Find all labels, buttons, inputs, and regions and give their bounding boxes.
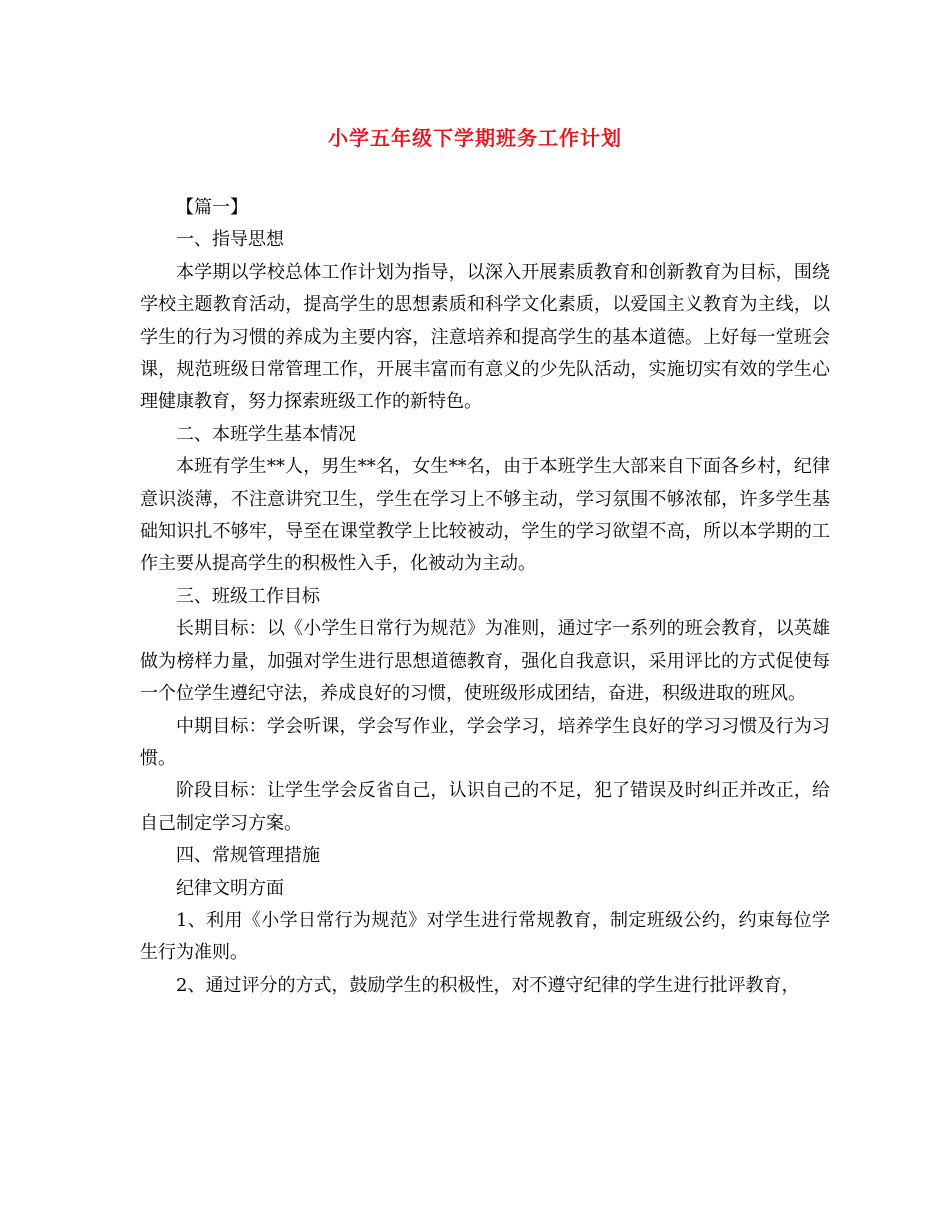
paragraph-class-situation: 本班有学生**人，男生**名，女生**名，由于本班学生大部来自下面各乡村，纪律意识淡薄，不注意讲究卫生，学生在学习上不够主动，学习氛围不够浓郁，许多学生基础知识扎不够牢，导至在课堂教学上比较被动，学生的学习欲望不高，所以本学期的工作主要从提高学生的积极性入手，化被动为主动。 [140,456,830,575]
document-title: 小学五年级下学期班务工作计划 [328,126,622,150]
list-item-2: 2、通过评分的方式，鼓励学生的积极性，对不遵守纪律的学生进行批评教育， [176,974,800,996]
heading-guiding-ideology: 一、指导思想 [176,229,284,251]
paragraph-long-term-goal: 长期目标：以《小学生日常行为规范》为准则，通过字一系列的班会教育，以英雄做为榜样力量，加强对学生进行思想道德教育，强化自我意识，采用评比的方式促使每一个位学生遵纪守法，养成良好的习惯，使班级形成团结，奋进，积级进取的班风。 [140,618,830,705]
heading-class-situation: 二、本班学生基本情况 [176,423,356,445]
heading-class-goals: 三、班级工作目标 [176,585,320,607]
section-label-part-one: 【篇一】 [176,197,248,218]
paragraph-guiding-ideology: 本学期以学校总体工作计划为指导，以深入开展素质教育和创新教育为目标，围绕学校主题教育活动，提高学生的思想素质和科学文化素质，以爱国主义教育为主线，以学生的行为习惯的养成为主要内容，注意培养和提高学生的基本道德。上好每一堂班会课，规范班级日常管理工作，开展丰富而有意义的少先队活动，实施切实有效的学生心理健康教育，努力探索班级工作的新特色。 [140,261,830,413]
heading-routine-management: 四、常规管理措施 [176,845,320,867]
subheading-discipline: 纪律文明方面 [176,877,284,899]
paragraph-mid-term-goal: 中期目标：学会听课，学会写作业，学会学习，培养学生良好的学习习惯及行为习惯。 [140,715,830,769]
list-item-1: 1、利用《小学日常行为规范》对学生进行常规教育，制定班级公约，约束每位学生行为准则。 [140,909,830,964]
document-body [140,192,830,1002]
paragraph-stage-goal: 阶段目标：让学生学会反省自己，认识自己的不足，犯了错误及时纠正并改正，给自己制定学习方案。 [140,780,830,834]
